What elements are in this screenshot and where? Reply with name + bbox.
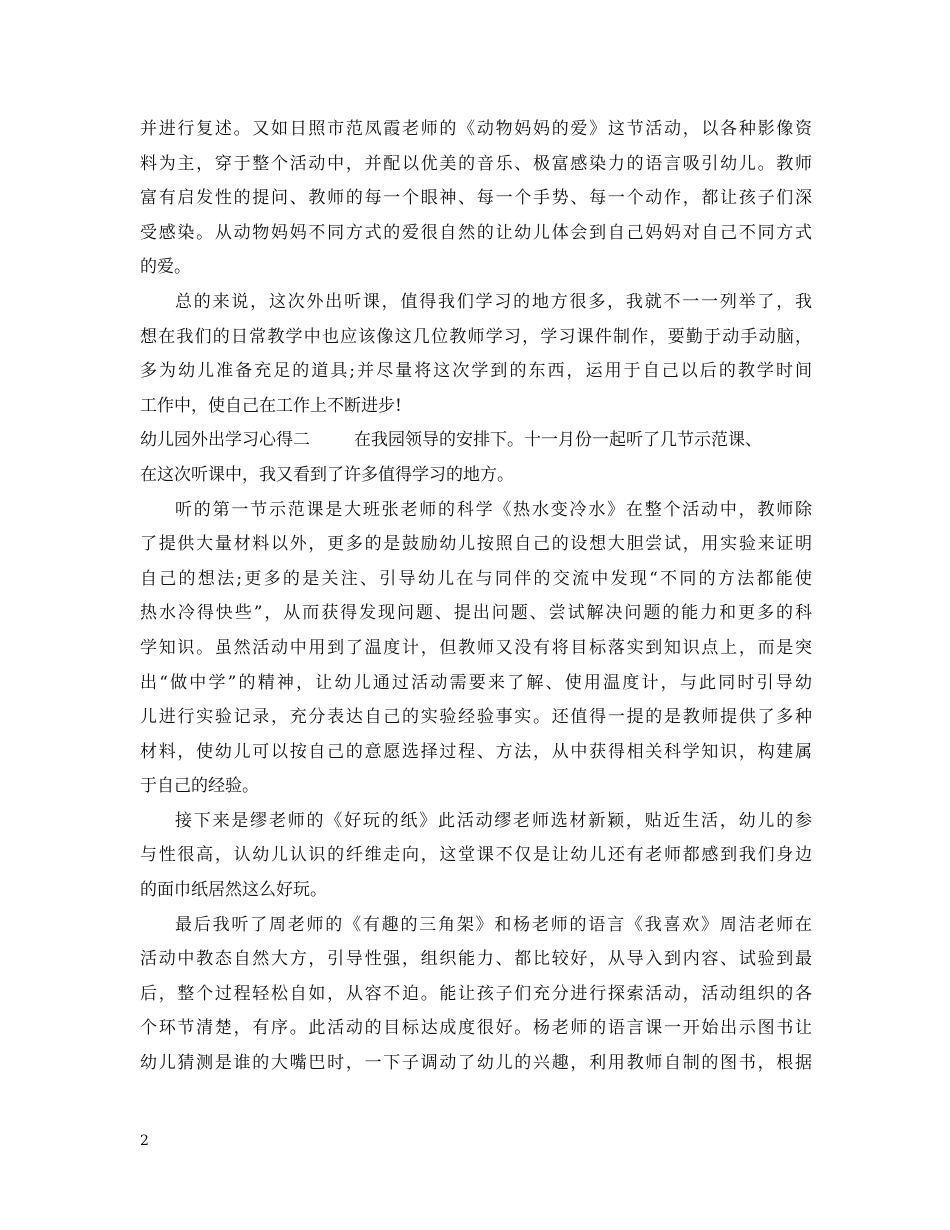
text-line: 活动中教态自然大方，引导性强，组织能力、都比较好，从导入到内容、试验到最	[140, 949, 812, 970]
text-line: 出“做中学”的精神，让幼儿通过活动需要来了解、使用温度计，与此同时引导幼	[140, 672, 812, 693]
text-line: 工作中，使自己在工作上不断进步!	[140, 395, 402, 416]
section-heading-line	[140, 423, 812, 458]
text-line: 材料，使幼儿可以按自己的意愿选择过程、方法，从中获得相关科学知识，构建属	[140, 741, 812, 762]
text-line: 幼儿猜测是谁的大嘴巴时，一下子调动了幼儿的兴趣，利用教师自制的图书，根据	[140, 1053, 812, 1074]
document-page	[140, 112, 812, 1081]
section-heading-title: 幼儿园外出学习心得二	[140, 430, 310, 451]
text-line: 的爱。	[140, 257, 191, 278]
text-line: 的面巾纸居然这么好玩。	[140, 880, 327, 901]
text-line: 想在我们的日常教学中也应该像这几位教师学习，学习课件制作，要勤于动手动脑，	[140, 326, 812, 347]
text-line: 听的第一节示范课是大班张老师的科学《热水变冷水》在整个活动中，教师除	[175, 499, 812, 520]
text-line: 最后我听了周老师的《有趣的三角架》和杨老师的语言《我喜欢》周洁老师在	[175, 914, 812, 935]
text-line: 富有启发性的提问、教师的每一个眼神、每一个手势、每一个动作，都让孩子们深	[140, 188, 812, 209]
text-line: 总的来说，这次外出听课，值得我们学习的地方很多，我就不一一列举了，我	[175, 291, 812, 312]
text-line: 了提供大量材料以外，更多的是鼓励幼儿按照自己的设想大胆尝试，用实验来证明	[140, 534, 812, 555]
text-line: 多为幼儿准备充足的道具;并尽量将这次学到的东西，运用于自己以后的教学时间	[140, 361, 812, 382]
text-line: 受感染。从动物妈妈不同方式的爱很自然的让幼儿体会到自己妈妈对自己不同方式	[140, 222, 812, 243]
text-line: 与性很高，认幼儿认识的纤维走向，这堂课不仅是让幼儿还有老师都感到我们身边	[140, 845, 812, 866]
text-line: 料为主，穿于整个活动中，并配以优美的音乐、极富感染力的语言吸引幼儿。教师	[140, 153, 812, 174]
text-line: 接下来是缪老师的《好玩的纸》此活动缪老师选材新颖，贴近生活，幼儿的参	[175, 810, 812, 831]
text-line: 在这次听课中，我又看到了许多值得学习的地方。	[140, 464, 514, 485]
text-line: 自己的想法;更多的是关注、引导幼儿在与同伴的交流中发现“不同的方法都能使	[140, 568, 812, 589]
text-line: 热水冷得快些”，从而获得发现问题、提出问题、尝试解决问题的能力和更多的科	[140, 603, 812, 624]
text-line: 学知识。虽然活动中用到了温度计，但教师又没有将目标落实到知识点上，而是突	[140, 637, 812, 658]
text-line: 后，整个过程轻松自如，从容不迫。能让孩子们充分进行探索活动，活动组织的各	[140, 983, 812, 1004]
text-line: 儿进行实验记录，充分表达自己的实验经验事实。还值得一提的是教师提供了多种	[140, 707, 812, 728]
page-number: 2	[140, 1133, 149, 1149]
text-line: 并进行复述。又如日照市范凤霞老师的《动物妈妈的爱》这节活动，以各种影像资	[140, 119, 812, 139]
section-heading-text: 在我园领导的安排下。十一月份一起听了几节示范课、	[354, 430, 762, 451]
text-line: 个环节清楚，有序。此活动的目标达成度很好。杨老师的语言课一开始出示图书让	[140, 1018, 812, 1039]
text-line: 于自己的经验。	[140, 776, 259, 797]
